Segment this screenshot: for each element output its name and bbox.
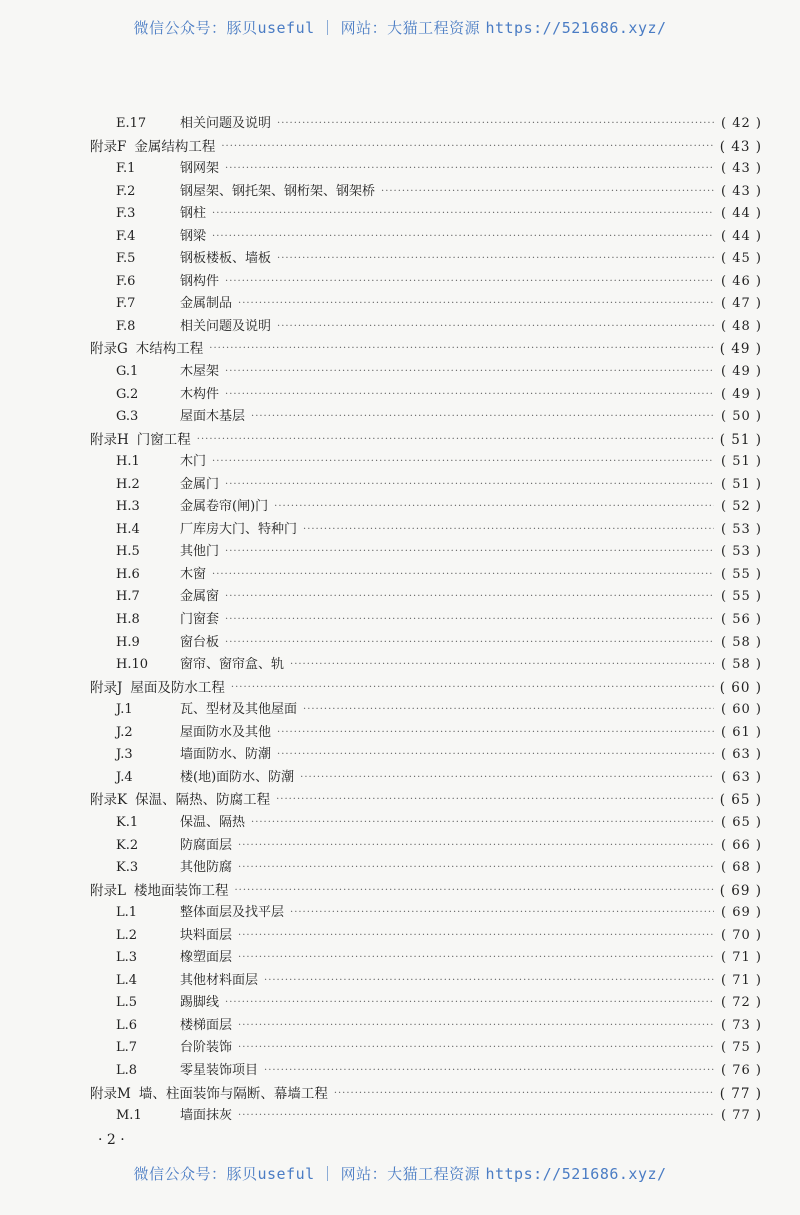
toc-section-row[interactable]: [90, 226, 762, 249]
toc-entry-number: J.2: [116, 724, 133, 740]
toc-entry-number: L.2: [116, 927, 138, 943]
toc-entry-page: ( 65 ): [721, 814, 762, 830]
watermark-brand: useful: [257, 1165, 315, 1183]
toc-entry-title: 钢柱: [180, 206, 207, 222]
dot-leader: [277, 316, 714, 339]
toc-entry-number: H.9: [116, 634, 140, 650]
toc-section-row[interactable]: [90, 970, 762, 993]
header-watermark: [0, 17, 800, 38]
toc-entry-title: 块料面层: [180, 927, 233, 943]
dot-leader: [225, 271, 714, 294]
toc-entry-title: 楼(地)面防水、防潮: [180, 769, 295, 785]
toc-entry-page: ( 58 ): [721, 657, 762, 673]
dot-leader: [276, 789, 714, 812]
toc-entry-title: 其他防腐: [180, 860, 233, 876]
watermark-separator: ｜ 网站：大猫工程资源: [314, 1165, 486, 1183]
toc-section-row[interactable]: [90, 835, 762, 858]
dot-leader: [221, 136, 714, 159]
toc-entry-number: H.6: [116, 566, 140, 582]
toc-entry-page: ( 43 ): [721, 161, 762, 177]
toc-entry-page: ( 44 ): [721, 206, 762, 222]
toc-entry-number: 附录K: [90, 792, 128, 809]
toc-entry-title: 厂库房大门、特种门: [180, 521, 298, 537]
toc-section-row[interactable]: [90, 812, 762, 835]
toc-section-row[interactable]: [90, 113, 762, 136]
toc-entry-number: L.4: [116, 972, 138, 988]
toc-section-row[interactable]: [90, 586, 762, 609]
toc-section-row[interactable]: [90, 654, 762, 677]
watermark-url[interactable]: https://521686.xyz/: [485, 1165, 667, 1183]
toc-entry-number: E.17: [116, 116, 147, 131]
toc-entry-page: ( 44 ): [721, 228, 762, 244]
toc-entry-number: L.3: [116, 950, 138, 966]
toc-entry-number: F.2: [116, 183, 136, 199]
toc-entry-title: 木结构工程: [135, 341, 204, 358]
toc-entry-title: 金属制品: [180, 296, 233, 312]
toc-section-row[interactable]: [90, 1037, 762, 1060]
toc-section-row[interactable]: [90, 992, 762, 1015]
toc-entry-number: 附录H: [90, 431, 129, 448]
toc-entry-page: ( 49 ): [719, 341, 762, 358]
toc-section-row[interactable]: [90, 519, 762, 542]
toc-entry-number: F.7: [116, 296, 136, 312]
dot-leader: [212, 564, 714, 587]
toc-entry-number: F.8: [116, 318, 136, 334]
dot-leader: [238, 857, 714, 880]
toc-entry-title: 墙面抹灰: [180, 1108, 233, 1124]
toc-entry-page: ( 71 ): [721, 972, 762, 988]
footer-watermark: [0, 1163, 800, 1184]
dot-leader: [238, 1105, 714, 1128]
dot-leader: [225, 609, 714, 632]
toc-entry-number: H.5: [116, 544, 140, 560]
dot-leader: [238, 925, 714, 948]
dot-leader: [212, 203, 714, 226]
dot-leader: [225, 541, 714, 564]
dot-leader: [212, 226, 714, 249]
toc-section-row[interactable]: [90, 248, 762, 271]
dot-leader: [303, 699, 714, 722]
toc-entry-page: ( 46 ): [721, 273, 762, 289]
dot-leader: [274, 496, 714, 519]
toc-entry-title: 木构件: [180, 386, 220, 402]
toc-section-row[interactable]: [90, 722, 762, 745]
toc-entry-page: ( 58 ): [721, 634, 762, 650]
toc-section-row[interactable]: [90, 947, 762, 970]
toc-entry-number: H.1: [116, 454, 140, 470]
toc-section-row[interactable]: [90, 632, 762, 655]
toc-entry-page: ( 66 ): [721, 837, 762, 853]
toc-entry-page: ( 53 ): [721, 521, 762, 537]
dot-leader: [300, 767, 714, 790]
toc-entry-number: F.3: [116, 206, 136, 222]
dot-leader: [290, 902, 714, 925]
page-number: · 2 ·: [98, 1132, 125, 1148]
toc-entry-page: ( 55 ): [721, 566, 762, 582]
toc-chapter-row[interactable]: [90, 1083, 762, 1106]
toc-entry-number: K.1: [116, 814, 139, 830]
dot-leader: [225, 474, 714, 497]
toc-section-row[interactable]: [90, 699, 762, 722]
toc-entry-page: ( 52 ): [721, 499, 762, 515]
toc-section-row[interactable]: [90, 902, 762, 925]
toc-entry-number: J.4: [116, 769, 133, 785]
dot-leader: [251, 812, 714, 835]
toc-entry-page: ( 51 ): [721, 476, 762, 492]
dot-leader: [225, 158, 714, 181]
toc-entry-page: ( 60 ): [719, 679, 762, 696]
toc-section-row[interactable]: [90, 1105, 762, 1128]
toc-entry-title: 瓦、型材及其他屋面: [180, 702, 298, 718]
toc-entry-number: G.3: [116, 409, 139, 425]
toc-entry-number: 附录M: [90, 1085, 131, 1102]
toc-entry-title: 防腐面层: [180, 837, 233, 853]
toc-section-row[interactable]: [90, 316, 762, 339]
toc-entry-number: J.1: [116, 702, 133, 718]
toc-entry-title: 金属卷帘(闸)门: [180, 499, 269, 515]
dot-leader: [251, 406, 714, 429]
toc-entry-number: H.4: [116, 521, 140, 537]
toc-section-row[interactable]: [90, 181, 762, 204]
toc-entry-title: 相关问题及说明: [180, 116, 272, 131]
dot-leader: [238, 835, 714, 858]
toc-section-row[interactable]: [90, 474, 762, 497]
toc-section-row[interactable]: [90, 451, 762, 474]
toc-entry-title: 窗台板: [180, 634, 220, 650]
table-of-contents: [90, 113, 762, 1128]
toc-entry-title: 墙、柱面装饰与隔断、幕墙工程: [138, 1085, 328, 1102]
dot-leader: [231, 677, 714, 700]
toc-entry-page: ( 49 ): [721, 386, 762, 402]
toc-entry-title: 相关问题及说明: [180, 318, 272, 334]
toc-entry-title: 保温、隔热、防腐工程: [135, 792, 271, 809]
toc-entry-page: ( 53 ): [721, 544, 762, 560]
dot-leader: [264, 970, 714, 993]
toc-entry-title: 门窗套: [180, 612, 220, 628]
toc-entry-number: M.1: [116, 1108, 142, 1124]
toc-entry-page: ( 68 ): [721, 860, 762, 876]
toc-chapter-row[interactable]: [90, 789, 762, 812]
toc-entry-page: ( 63 ): [721, 769, 762, 785]
toc-entry-title: 木窗: [180, 566, 207, 582]
dot-leader: [381, 181, 714, 204]
toc-section-row[interactable]: [90, 496, 762, 519]
dot-leader: [197, 429, 714, 452]
toc-entry-number: H.7: [116, 589, 140, 605]
toc-entry-number: L.1: [116, 905, 138, 921]
dot-leader: [277, 722, 714, 745]
toc-entry-number: F.4: [116, 228, 136, 244]
toc-entry-title: 零星装饰项目: [180, 1062, 259, 1078]
dot-leader: [238, 1015, 714, 1038]
dot-leader: [334, 1083, 714, 1106]
toc-chapter-row[interactable]: [90, 136, 762, 159]
toc-entry-page: ( 51 ): [721, 454, 762, 470]
toc-entry-number: K.2: [116, 837, 139, 853]
toc-entry-page: ( 75 ): [721, 1040, 762, 1056]
toc-entry-number: 附录L: [90, 882, 126, 899]
dot-leader: [212, 451, 714, 474]
toc-entry-title: 木屋架: [180, 364, 220, 380]
dot-leader: [277, 248, 714, 271]
dot-leader: [225, 361, 714, 384]
toc-entry-number: G.1: [116, 364, 139, 380]
toc-entry-page: ( 73 ): [721, 1017, 762, 1033]
toc-entry-number: L.6: [116, 1017, 138, 1033]
toc-entry-page: ( 45 ): [721, 251, 762, 267]
toc-section-row[interactable]: [90, 1060, 762, 1083]
toc-entry-number: H.3: [116, 499, 140, 515]
toc-section-row[interactable]: [90, 203, 762, 226]
dot-leader: [303, 519, 714, 542]
toc-entry-page: ( 56 ): [721, 612, 762, 628]
dot-leader: [290, 654, 714, 677]
dot-leader: [225, 586, 714, 609]
toc-entry-title: 屋面防水及其他: [180, 724, 272, 740]
toc-section-row[interactable]: [90, 744, 762, 767]
toc-chapter-row[interactable]: [90, 880, 762, 903]
toc-entry-number: G.2: [116, 386, 139, 402]
toc-entry-title: 其他材料面层: [180, 972, 259, 988]
dot-leader: [225, 992, 714, 1015]
toc-entry-title: 钢梁: [180, 228, 207, 244]
toc-entry-page: ( 50 ): [721, 409, 762, 425]
dot-leader: [234, 880, 714, 903]
toc-section-row[interactable]: [90, 271, 762, 294]
toc-entry-page: ( 55 ): [721, 589, 762, 605]
toc-entry-number: K.3: [116, 860, 139, 876]
toc-entry-title: 橡塑面层: [180, 950, 233, 966]
toc-entry-number: F.6: [116, 273, 136, 289]
dot-leader: [238, 1037, 714, 1060]
toc-entry-title: 墙面防水、防潮: [180, 747, 272, 763]
toc-entry-page: ( 43 ): [719, 138, 762, 155]
dot-leader: [225, 384, 714, 407]
toc-entry-page: ( 51 ): [719, 431, 762, 448]
watermark-prefix: 微信公众号：豚贝: [133, 19, 258, 37]
toc-section-row[interactable]: [90, 158, 762, 181]
dot-leader: [277, 744, 714, 767]
toc-section-row[interactable]: [90, 293, 762, 316]
watermark-brand: useful: [257, 19, 315, 37]
toc-entry-title: 屋面木基层: [180, 409, 246, 425]
toc-section-row[interactable]: [90, 857, 762, 880]
toc-entry-title: 窗帘、窗帘盒、轨: [180, 657, 285, 673]
toc-entry-title: 钢构件: [180, 273, 220, 289]
dot-leader: [264, 1060, 714, 1083]
toc-entry-number: H.8: [116, 612, 140, 628]
toc-entry-page: ( 42 ): [721, 116, 762, 131]
toc-entry-page: ( 72 ): [721, 995, 762, 1011]
dot-leader: [238, 947, 714, 970]
toc-section-row[interactable]: [90, 384, 762, 407]
toc-entry-page: ( 77 ): [721, 1108, 762, 1124]
toc-entry-page: ( 43 ): [721, 183, 762, 199]
toc-section-row[interactable]: [90, 767, 762, 790]
toc-entry-number: J.3: [116, 747, 133, 763]
toc-entry-title: 金属门: [180, 476, 220, 492]
toc-entry-number: 附录F: [90, 138, 127, 155]
toc-entry-title: 保温、隔热: [180, 814, 246, 830]
toc-entry-title: 门窗工程: [136, 431, 191, 448]
toc-entry-title: 楼地面装饰工程: [133, 882, 229, 899]
toc-entry-number: L.7: [116, 1040, 138, 1056]
toc-entry-page: ( 69 ): [721, 905, 762, 921]
toc-section-row[interactable]: [90, 541, 762, 564]
toc-section-row[interactable]: [90, 609, 762, 632]
watermark-prefix: 微信公众号：豚贝: [133, 1165, 258, 1183]
toc-chapter-row[interactable]: [90, 677, 762, 700]
toc-entry-title: 其他门: [180, 544, 220, 560]
toc-section-row[interactable]: [90, 406, 762, 429]
toc-entry-number: H.10: [116, 657, 149, 673]
toc-entry-page: ( 61 ): [721, 724, 762, 740]
toc-entry-page: ( 70 ): [721, 927, 762, 943]
toc-section-row[interactable]: [90, 925, 762, 948]
toc-chapter-row[interactable]: [90, 429, 762, 452]
toc-entry-page: ( 60 ): [721, 702, 762, 718]
watermark-separator: ｜ 网站：大猫工程资源: [314, 19, 486, 37]
toc-entry-title: 金属窗: [180, 589, 220, 605]
toc-entry-number: F.5: [116, 251, 136, 267]
toc-entry-number: H.2: [116, 476, 140, 492]
toc-entry-page: ( 63 ): [721, 747, 762, 763]
toc-entry-page: ( 77 ): [719, 1085, 762, 1102]
toc-entry-title: 屋面及防水工程: [130, 679, 225, 696]
toc-entry-page: ( 47 ): [721, 296, 762, 312]
toc-entry-page: ( 71 ): [721, 950, 762, 966]
toc-entry-page: ( 48 ): [721, 318, 762, 334]
toc-entry-number: F.1: [116, 161, 136, 177]
toc-entry-title: 钢板楼板、墙板: [180, 251, 272, 267]
toc-entry-number: 附录J: [90, 679, 123, 696]
toc-entry-title: 楼梯面层: [180, 1017, 233, 1033]
watermark-url[interactable]: https://521686.xyz/: [485, 19, 667, 37]
toc-entry-title: 台阶装饰: [180, 1040, 233, 1056]
toc-entry-title: 钢网架: [180, 161, 220, 177]
toc-entry-page: ( 69 ): [719, 882, 762, 899]
toc-entry-title: 钢屋架、钢托架、钢桁架、钢架桥: [180, 183, 376, 199]
toc-chapter-row[interactable]: [90, 338, 762, 361]
toc-entry-title: 整体面层及找平层: [180, 905, 285, 921]
toc-section-row[interactable]: [90, 1015, 762, 1038]
toc-entry-title: 金属结构工程: [134, 138, 216, 155]
dot-leader: [277, 113, 714, 136]
toc-entry-title: 木门: [180, 454, 207, 470]
toc-entry-page: ( 65 ): [719, 792, 762, 809]
dot-leader: [225, 632, 714, 655]
toc-entry-number: 附录G: [90, 341, 128, 358]
dot-leader: [209, 338, 714, 361]
toc-entry-page: ( 76 ): [721, 1062, 762, 1078]
toc-section-row[interactable]: [90, 564, 762, 587]
dot-leader: [238, 293, 714, 316]
toc-section-row[interactable]: [90, 361, 762, 384]
toc-entry-number: L.5: [116, 995, 138, 1011]
toc-entry-page: ( 49 ): [721, 364, 762, 380]
toc-entry-title: 踢脚线: [180, 995, 220, 1011]
toc-entry-number: L.8: [116, 1062, 138, 1078]
